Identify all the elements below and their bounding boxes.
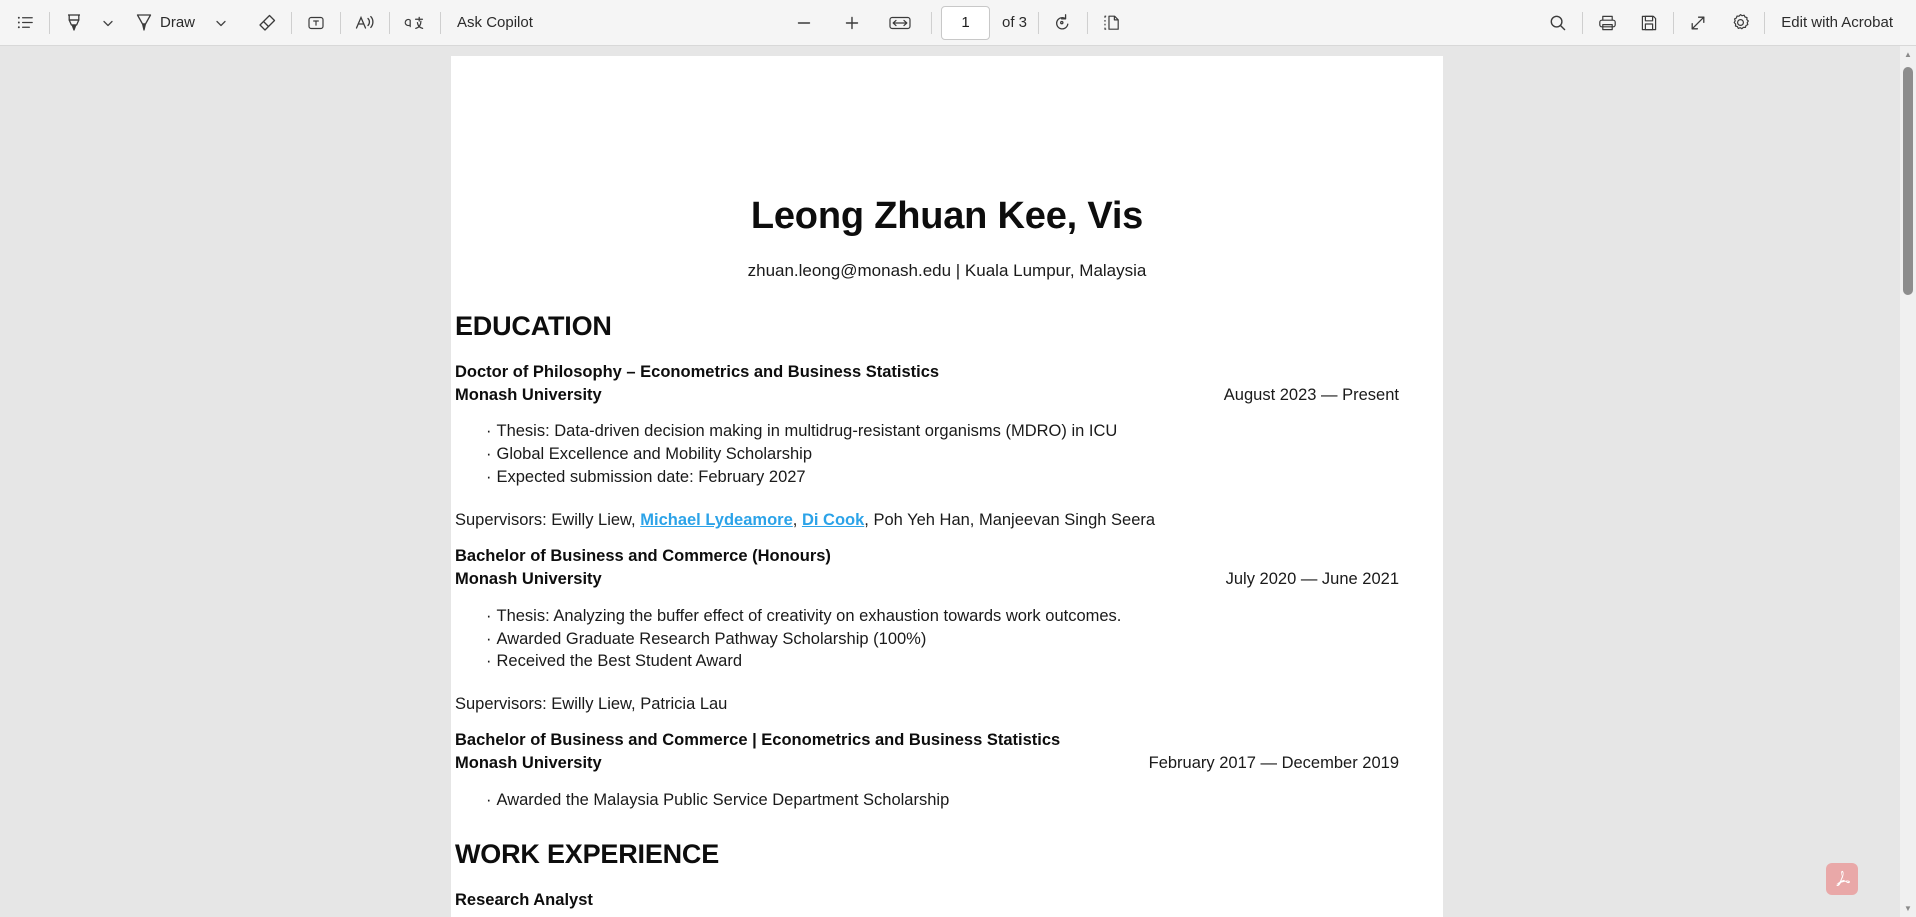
- education-entry-phd: [451, 361, 1443, 530]
- education-entry-bachelor: [451, 729, 1443, 811]
- vertical-scrollbar[interactable]: [1900, 46, 1916, 917]
- list-item: · Awarded the Malaysia Public Service Department Scholarship: [486, 789, 1443, 812]
- eraser-icon[interactable]: [250, 6, 284, 40]
- list-item: · Global Excellence and Mobility Scholarship: [486, 443, 1443, 466]
- edit-with-acrobat-label: Edit with Acrobat: [1781, 14, 1893, 31]
- acrobat-watermark-icon: [1826, 863, 1858, 895]
- entry-org: Monash University: [455, 569, 602, 588]
- entry-org-date-row: [455, 752, 1443, 775]
- entry-date: February 2017 — December 2019: [1148, 754, 1399, 773]
- draw-label: Draw: [160, 14, 196, 31]
- entry-org: Monash University: [455, 385, 602, 404]
- scrollbar-thumb[interactable]: [1903, 67, 1913, 295]
- toolbar-divider: [291, 12, 292, 34]
- list-item: · Thesis: Data-driven decision making in multidrug-resistant organisms (MDRO) in ICU: [486, 420, 1443, 443]
- supervisors-prefix: Supervisors: Ewilly Liew,: [455, 511, 641, 530]
- toolbar-divider: [1038, 12, 1039, 34]
- entry-title: Bachelor of Business and Commerce (Honours): [455, 547, 831, 566]
- toolbar-divider: [1764, 12, 1765, 34]
- print-icon[interactable]: [1590, 6, 1624, 40]
- translate-icon[interactable]: [397, 6, 433, 40]
- entry-bullet-list: [455, 775, 1443, 812]
- fit-to-width-icon[interactable]: [883, 6, 917, 40]
- entry-title: Research Analyst: [455, 890, 593, 909]
- rotate-page-icon[interactable]: [1046, 6, 1080, 40]
- entry-title: Doctor of Philosophy – Econometrics and Business Statistics: [455, 362, 940, 381]
- section-heading-education: EDUCATION: [455, 310, 612, 341]
- edit-with-acrobat-button[interactable]: [1772, 6, 1902, 40]
- toolbar-divider: [1582, 12, 1583, 34]
- draw-dropdown-chevron-down-icon[interactable]: [204, 6, 238, 40]
- toolbar-divider: [440, 12, 441, 34]
- ask-copilot-button[interactable]: [448, 6, 542, 40]
- search-icon[interactable]: [1541, 6, 1575, 40]
- list-item: · Awarded Graduate Research Pathway Scholarship (100%): [486, 628, 1443, 651]
- scroll-up-arrow-icon[interactable]: ▲: [1904, 50, 1912, 59]
- read-aloud-icon[interactable]: [348, 6, 382, 40]
- ask-copilot-label: Ask Copilot: [457, 14, 533, 31]
- toolbar-center-group: [787, 6, 1129, 40]
- scroll-down-arrow-icon[interactable]: ▼: [1904, 904, 1912, 913]
- page-view-icon[interactable]: [1095, 6, 1129, 40]
- add-text-box-icon[interactable]: [299, 6, 333, 40]
- draw-button[interactable]: [125, 6, 204, 40]
- work-entry-research-analyst: [451, 889, 1443, 912]
- entry-supervisors: [455, 489, 1443, 530]
- zoom-in-button[interactable]: [835, 6, 869, 40]
- list-item: · Received the Best Student Award: [486, 650, 1443, 673]
- entry-org-date-row: [455, 384, 1443, 407]
- list-item: · Thesis: Analyzing the buffer effect of creativity on exhaustion towards work outcomes.: [486, 605, 1443, 628]
- entry-bullet-list: [455, 591, 1443, 674]
- page-total-label: of 3: [1001, 14, 1028, 31]
- zoom-out-button[interactable]: [787, 6, 821, 40]
- save-icon[interactable]: [1632, 6, 1666, 40]
- pdf-toolbar: [0, 0, 1916, 46]
- toolbar-divider: [49, 12, 50, 34]
- entry-date: August 2023 — Present: [1223, 385, 1399, 404]
- toolbar-divider: [931, 12, 932, 34]
- resume-document: [451, 56, 1443, 912]
- supervisor-link-michael-lydeamore[interactable]: Michael Lydeamore: [640, 511, 793, 530]
- entry-title: Bachelor of Business and Commerce | Econometrics and Business Statistics: [455, 731, 1061, 750]
- entry-org: Monash University: [455, 754, 602, 773]
- supervisors-mid: ,: [792, 511, 802, 530]
- settings-gear-icon[interactable]: [1723, 6, 1757, 40]
- list-item: · Expected submission date: February 2027: [486, 466, 1443, 489]
- toolbar-left-group: [0, 6, 542, 40]
- supervisors-suffix: , Poh Yeh Han, Manjeevan Singh Seera: [864, 511, 1156, 530]
- page-title: Leong Zhuan Kee, Vis: [750, 195, 1144, 237]
- entry-org-date-row: [455, 568, 1443, 591]
- education-entry-honours: [451, 545, 1443, 714]
- section-heading-work-experience: WORK EXPERIENCE: [455, 838, 720, 869]
- supervisor-link-di-cook[interactable]: Di Cook: [801, 511, 865, 530]
- page-number-input[interactable]: [941, 6, 990, 40]
- toolbar-divider: [1673, 12, 1674, 34]
- fullscreen-icon[interactable]: [1681, 6, 1715, 40]
- toolbar-divider: [340, 12, 341, 34]
- entry-bullet-list: [455, 406, 1443, 489]
- pdf-page-1: [451, 56, 1443, 917]
- toolbar-divider: [389, 12, 390, 34]
- entry-date: July 2020 — June 2021: [1225, 569, 1399, 588]
- entry-supervisors: Supervisors: Ewilly Liew, Patricia Lau: [455, 695, 728, 714]
- toolbar-divider: [1087, 12, 1088, 34]
- contact-line: zhuan.leong@monash.edu | Kuala Lumpur, Malaysia: [747, 260, 1147, 280]
- highlighter-icon[interactable]: [57, 6, 91, 40]
- pdf-viewer[interactable]: [0, 46, 1900, 917]
- toolbar-right-group: [1541, 6, 1906, 40]
- highlighter-dropdown-chevron-down-icon[interactable]: [91, 6, 125, 40]
- view-list-icon[interactable]: [8, 6, 42, 40]
